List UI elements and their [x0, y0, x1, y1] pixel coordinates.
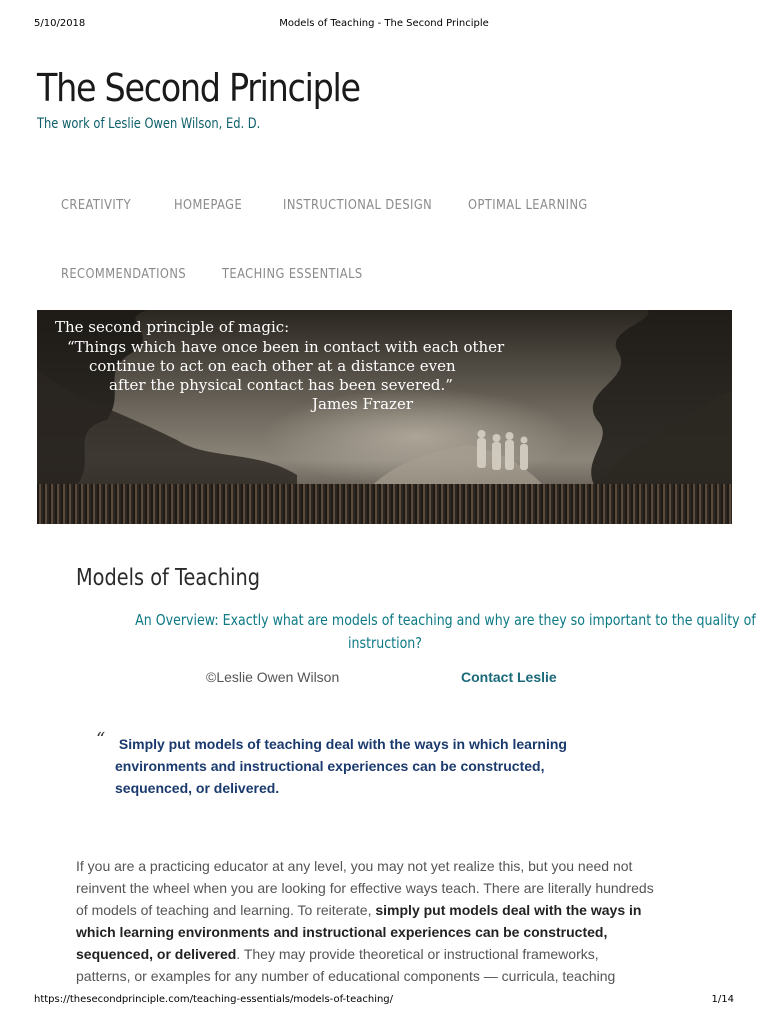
nav-item-creativity[interactable]: CREATIVITY [61, 198, 132, 213]
site-title[interactable]: The Second Principle [37, 66, 360, 110]
body-line-4-bold: which learning environments and instructional experiences can be constructed, [76, 924, 608, 940]
banner-line-3: continue to act on each other at a distance even [89, 357, 456, 375]
body-line-4 [76, 921, 696, 943]
print-date: 5/10/2018 [34, 18, 86, 29]
nav-item-instructional-design[interactable]: INSTRUCTIONAL DESIGN [283, 198, 433, 213]
body-line-1: If you are a practicing educator at any level, you may not yet realize this, but you need not [76, 858, 633, 874]
body-line-2: reinvent the wheel when you are looking for effective ways teach. There are literally hundreds [76, 880, 654, 896]
banner-line-4: after the physical contact has been severed.” [109, 376, 453, 394]
body-line-3-plain: of models of teaching and learning. To reiterate, [76, 902, 376, 918]
nav-item-teaching-essentials[interactable]: TEACHING ESSENTIALS [222, 267, 363, 282]
banner-line-5: James Frazer [312, 395, 413, 413]
nav-item-homepage[interactable]: HOMEPAGE [174, 198, 243, 213]
body-line-5-plain: . They may provide theoretical or instructional frameworks, [236, 946, 599, 962]
overview-line-1: An Overview: Exactly what are models of teaching and why are they so important to the quality of [135, 611, 756, 629]
banner-line-2: “Things which have once been in contact with each other [67, 338, 505, 356]
nav-item-optimal-learning[interactable]: OPTIMAL LEARNING [468, 198, 588, 213]
body-line-3 [76, 899, 696, 921]
page-title: Models of Teaching [76, 565, 260, 591]
header-banner-image [37, 310, 732, 524]
pull-quote-line-3: sequenced, or delivered. [115, 780, 280, 796]
pull-quote [115, 733, 655, 799]
quote-mark-icon: “ [96, 729, 106, 750]
pull-quote-line-1: Simply put models of teaching deal with the ways in which learning [115, 736, 567, 752]
print-url: https://thesecondprinciple.com/teaching-essentials/models-of-teaching/ [34, 994, 394, 1005]
site-tagline: The work of Leslie Owen Wilson, Ed. D. [37, 116, 261, 132]
banner-line-1: The second principle of magic: [55, 318, 290, 336]
contact-leslie-link[interactable]: Contact Leslie [461, 669, 557, 685]
body-line-5 [76, 943, 696, 965]
body-line-6: patterns, or examples for any number of educational components — curricula, teaching [76, 968, 616, 984]
pull-quote-line-2: environments and instructional experiences can be constructed, [115, 758, 545, 774]
nav-item-recommendations[interactable]: RECOMMENDATIONS [61, 267, 187, 282]
overview-subtitle [76, 609, 756, 655]
copyright-notice: ©Leslie Owen Wilson [206, 669, 340, 685]
print-page-number: 1/14 [711, 994, 734, 1005]
body-line-3-bold: simply put models deal with the ways in [375, 902, 642, 918]
overview-line-2: instruction? [347, 634, 422, 652]
body-line-5-bold: sequenced, or delivered [76, 946, 237, 962]
print-page-title: Models of Teaching - The Second Principle [279, 18, 489, 29]
body-paragraph [76, 855, 696, 987]
